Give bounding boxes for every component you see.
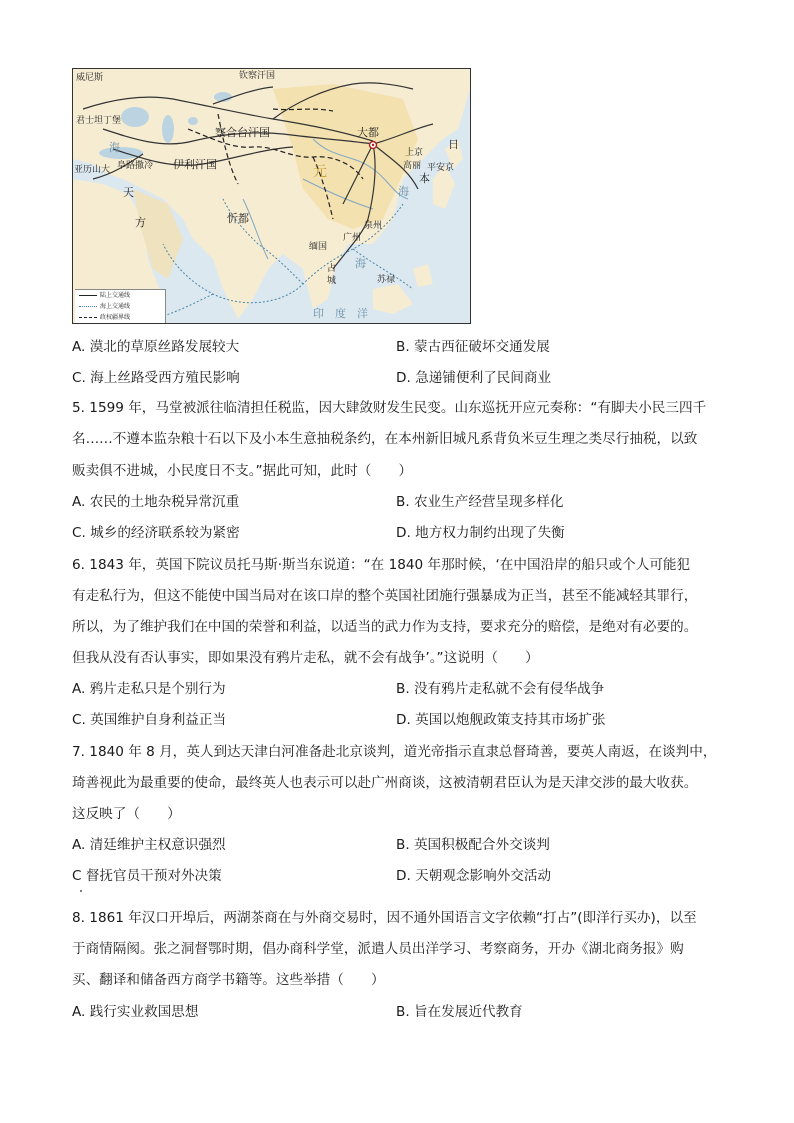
- q5-option-d[interactable]: D. 地方权力制约出现了失衡: [396, 525, 565, 541]
- map-label-japan-ben: 本: [419, 172, 430, 185]
- map-label-fang: 方: [135, 216, 146, 229]
- map-label-dadu: 大都: [357, 126, 379, 139]
- legend-land-route: 陆上交通线: [79, 291, 130, 300]
- legend-sea-route: 海上交通线: [79, 302, 130, 311]
- q7-option-a[interactable]: A. 清廷维护主权意识强烈: [72, 837, 226, 853]
- q8-option-b[interactable]: B. 旨在发展近代教育: [396, 1004, 523, 1020]
- q8-stem-line-1: 8. 1861 年汉口开埠后，两湖茶商在与外商交易时，因不通外国语言文字依赖“打占”(即洋行买办)，以至: [72, 910, 697, 926]
- map-label-sea-3: 海: [355, 257, 366, 270]
- map-label-sea-2: 海: [398, 185, 409, 198]
- q5-stem-line-2: 名……不遵本监杂粮十石以下及小本生意抽税条约，在本州新旧城凡系背负米豆生理之类尽行抽税，以致: [72, 431, 698, 447]
- q7-option-d[interactable]: D. 天朝观念影响外交活动: [396, 868, 552, 884]
- q8-stem-line-3: 买、翻译和储备西方商学书籍等。这些举措（ ）: [72, 972, 385, 988]
- q8-option-a[interactable]: A. 践行实业救国思想: [72, 1004, 199, 1020]
- q5-option-b[interactable]: B. 农业生产经营呈现多样化: [396, 494, 564, 510]
- q6-stem-line-2: 有走私行为，但这不能使中国当局对在该口岸的整个英国社团施行强暴成为正当，甚至不能减轻其罪行，: [72, 588, 698, 604]
- map-label-champa-cheng: 城: [327, 276, 337, 286]
- map-label-heian: 平安京: [427, 163, 455, 173]
- q7-stem-line-3: 这反映了（ ）: [72, 806, 181, 822]
- map-label-shangjing: 上京: [405, 148, 424, 158]
- q6-option-a[interactable]: A. 鸦片走私只是个别行为: [72, 681, 226, 697]
- q6-option-d[interactable]: D. 英国以炮舰政策支持其市场扩张: [396, 712, 606, 728]
- q6-stem-line-4: 但我从没有否认事实，即如果没有鸦片走私，就不会有战争’。”这说明（ ）: [72, 650, 539, 666]
- q4-option-d[interactable]: D. 急递铺便利了民间商业: [396, 370, 552, 386]
- map-label-venice: 威尼斯: [76, 73, 104, 83]
- legend-border: 政权疆界线: [79, 313, 130, 322]
- map-label-burma: 缅国: [309, 242, 328, 252]
- map-label-constantinople: 君士坦丁堡: [76, 116, 122, 126]
- q5-stem-line-3: 贩卖俱不进城，小民度日不支。”据此可知，此时（ ）: [72, 463, 413, 479]
- map-label-champa-zhan: 占: [327, 264, 337, 274]
- legend-dashed-line-icon: [79, 317, 97, 318]
- map-label-sea-1: 海: [109, 141, 120, 154]
- map-label-india: 忻都: [227, 212, 249, 225]
- legend-dotted-line-icon: [79, 306, 97, 307]
- map-legend: [75, 289, 166, 324]
- map-label-golden-horde: 钦察汗国: [239, 71, 276, 81]
- q5-option-a[interactable]: A. 农民的土地杂税异常沉重: [72, 494, 240, 510]
- map-label-jerusalem: 阜路撒冷: [117, 161, 154, 171]
- map-label-goryeo: 高丽: [403, 161, 422, 171]
- q5-option-c[interactable]: C. 城乡的经济联系较为紧密: [72, 525, 240, 541]
- q7-option-c[interactable]: C 督抚官员干预对外决策: [72, 868, 222, 884]
- q7-stem-line-2: 琦善视此为最重要的使命，最终英人也表示可以赴广州商谈，这被清朝君臣认为是天津交涉的最大收获。: [72, 775, 698, 791]
- map-label-sulu: 苏禄: [377, 275, 396, 285]
- map-label-quanzhou: 泉州: [364, 221, 383, 231]
- yuan-dynasty-map: [72, 68, 471, 324]
- map-label-indian-ocean: 印 度 洋: [313, 307, 368, 320]
- map-label-ilkhanate: 伊利汗国: [173, 158, 217, 171]
- map-label-guangzhou: 广州: [343, 233, 362, 243]
- q6-stem-line-3: 所以，为了维护我们在中国的荣誉和利益，以适当的武力作为支持，要求充分的赔偿，是绝对有必要的。: [72, 619, 698, 635]
- map-label-chagatai: 察合台汗国: [215, 126, 270, 139]
- q4-option-c[interactable]: C. 海上丝路受西方殖民影响: [72, 370, 240, 386]
- map-label-alexandria: 亚历山大: [74, 165, 111, 175]
- map-label-yuan: 元: [313, 164, 327, 180]
- q6-option-b[interactable]: B. 没有鸦片走私就不会有侵华战争: [396, 681, 605, 697]
- q5-stem-line-1: 5. 1599 年，马堂被派往临清担任税监，因大肆敛财发生民变。山东巡抚开应元奏称：“有脚夫小民三四千: [72, 400, 707, 416]
- q4-option-a[interactable]: A. 漠北的草原丝路发展较大: [72, 339, 240, 355]
- q6-stem-line-1: 6. 1843 年，英国下院议员托马斯·斯当东说道：“在 1840 年那时候，‘在中国沿岸的船只或个人可能犯: [72, 557, 691, 573]
- scan-dot: [80, 890, 82, 892]
- map-label-tian: 天: [123, 186, 134, 199]
- q6-option-c[interactable]: C. 英国维护自身利益正当: [72, 712, 227, 728]
- q7-stem-line-1: 7. 1840 年 8 月，英人到达天津白河准备赴北京谈判，道光帝指示直隶总督琦善，要英人南返，在谈判中，: [72, 744, 717, 760]
- q8-stem-line-2: 于商情隔阂。张之洞督鄂时期，倡办商科学堂，派遣人员出洋学习、考察商务，开办《湖北商务报》购: [72, 941, 684, 957]
- q7-option-b[interactable]: B. 英国积极配合外交谈判: [396, 837, 550, 853]
- map-label-japan-ri: 日: [448, 138, 459, 151]
- legend-solid-line-icon: [79, 295, 97, 296]
- q4-option-b[interactable]: B. 蒙古西征破坏交通发展: [396, 339, 550, 355]
